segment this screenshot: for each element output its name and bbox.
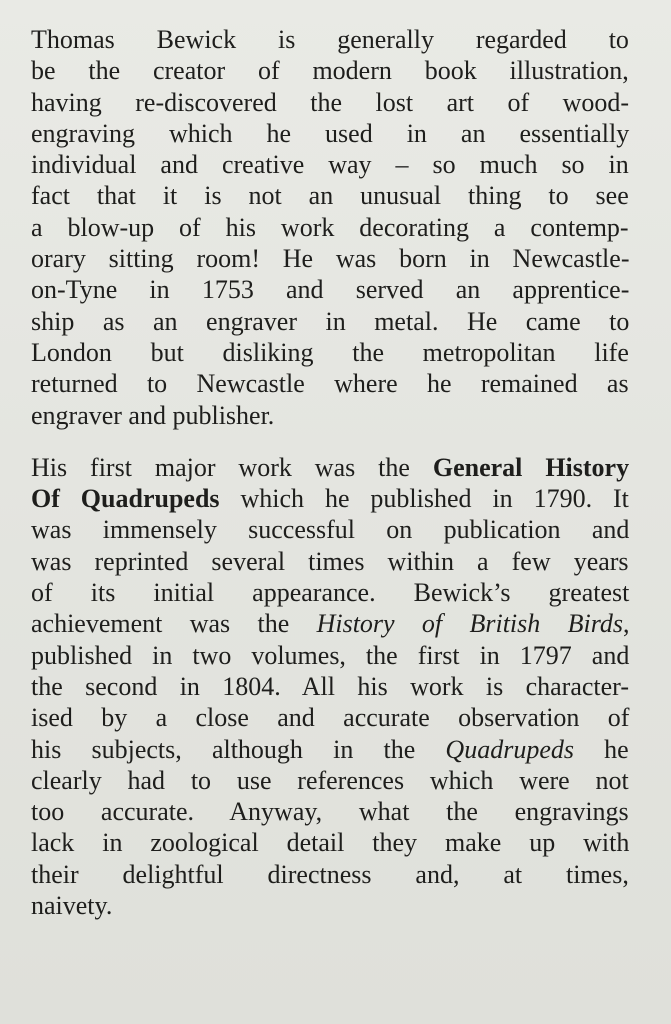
paragraph-spacer: [31, 431, 629, 452]
text-line: their delightful directness and, at times,: [31, 859, 629, 889]
text-line: London but disliking the metropolitan life: [31, 337, 629, 367]
book-title-italic: History of British Birds: [316, 609, 623, 639]
book-title-bold: Of Quadrupeds: [31, 484, 220, 514]
text-run: his subjects, although in the: [31, 734, 446, 764]
text-line: ship as an engraver in metal. He came to: [31, 306, 630, 336]
book-page: [31, 24, 629, 921]
text-line: [31, 452, 629, 483]
text-run: ,: [622, 609, 630, 639]
text-line: lack in zoological detail they make up with: [31, 828, 630, 858]
book-title-bold: General History: [432, 452, 630, 482]
text-line: fact that it is not an unusual thing to see: [31, 181, 629, 211]
text-line: engraving which he used in an essentially: [31, 118, 630, 148]
text-line: clearly had to use references which were not: [31, 765, 629, 795]
text-line: [31, 608, 629, 639]
text-line: too accurate. Anyway, what the engravings: [31, 797, 629, 827]
text-line: was immensely successful on publication and: [31, 515, 630, 545]
text-line: orary sitting room! He was born in Newcastle-: [31, 244, 630, 274]
text-line: having re-discovered the lost art of wood-: [31, 87, 630, 117]
text-line: individual and creative way – so much so in: [31, 150, 629, 180]
book-title-italic: Quadrupeds: [445, 734, 574, 764]
text-line: the second in 1804. All his work is character-: [31, 671, 629, 701]
text-line: naivety.: [31, 891, 113, 921]
text-line: of its initial appearance. Bewick’s greatest: [31, 578, 630, 608]
paragraph-biography: [31, 24, 629, 431]
text-run: he: [573, 734, 629, 764]
text-line: ised by a close and accurate observation of: [31, 703, 630, 733]
text-run: which he published in 1790. It: [219, 484, 629, 514]
paragraph-works: [31, 452, 629, 921]
text-line: published in two volumes, the first in 1797 and: [31, 640, 630, 670]
text-line: a blow-up of his work decorating a contemp-: [31, 212, 629, 242]
text-line: Thomas Bewick is generally regarded to: [31, 25, 629, 54]
text-line: on-Tyne in 1753 and served an apprentice-: [31, 275, 630, 305]
text-run: achievement was the: [31, 609, 317, 639]
text-line: [31, 483, 629, 514]
text-line: [31, 734, 629, 765]
text-line: was reprinted several times within a few years: [31, 546, 629, 576]
text-line: returned to Newcastle where he remained as: [31, 369, 629, 399]
text-line: be the creator of modern book illustration,: [31, 56, 629, 86]
text-line: engraver and publisher.: [31, 400, 275, 430]
text-run: His first major work was the: [31, 452, 433, 482]
